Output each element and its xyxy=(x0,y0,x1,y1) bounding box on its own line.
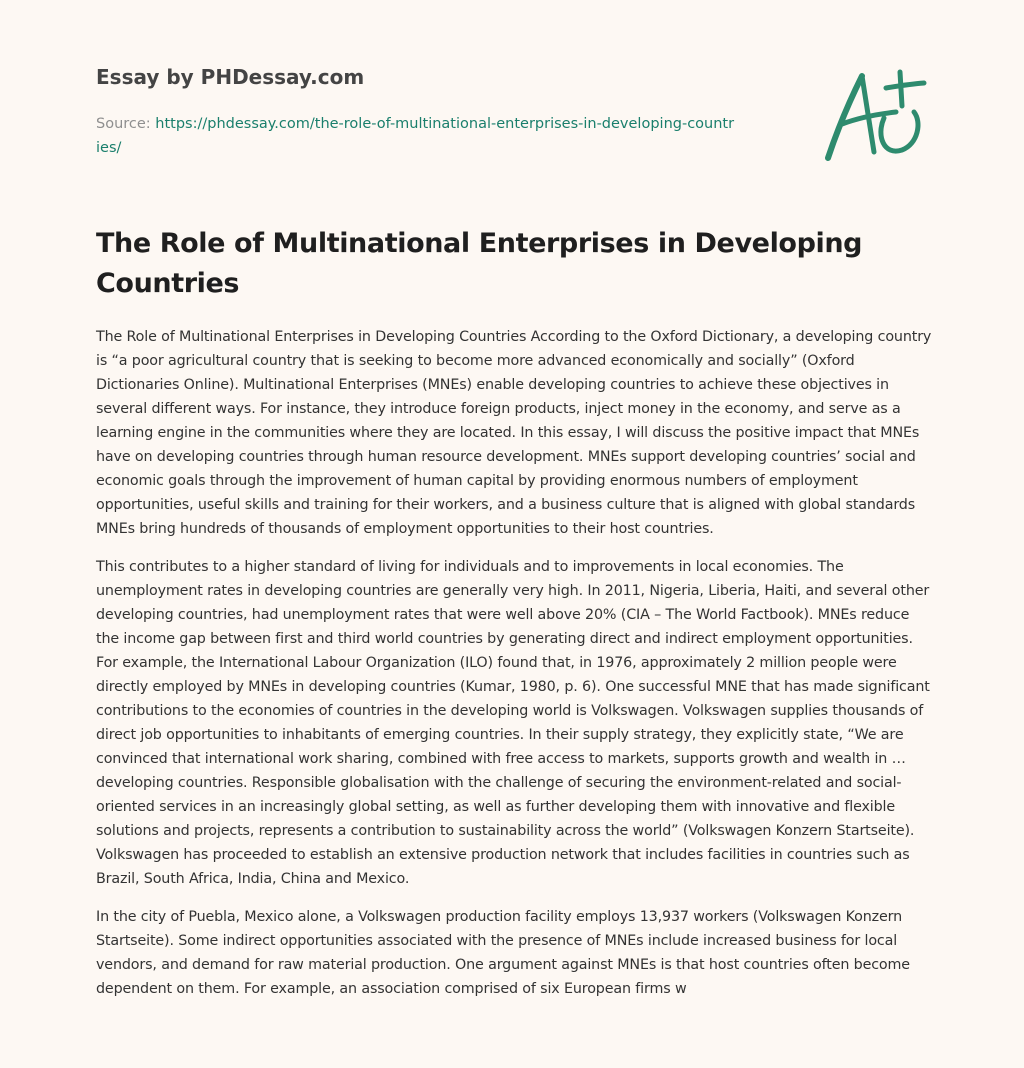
a-plus-grade-icon xyxy=(822,66,928,166)
source-label: Source: xyxy=(96,116,156,132)
essay-body xyxy=(96,325,932,1015)
paragraph: In the city of Puebla, Mexico alone, a Volkswagen production facility employs 13,937 workers (Volkswagen Konzern Startseite). Some indirect opportunities associated with the presence of MNEs include increased business for local vendors, and demand for raw material production. One argument against MNEs is that host countries often become dependent on them. For example, an association comprised of six European firms w xyxy=(96,909,910,997)
essay-header xyxy=(96,62,736,160)
site-title: Essay by PHDessay.com xyxy=(96,65,365,89)
source-link[interactable]: https://phdessay.com/the-role-of-multinational-enterprises-in-developing-countries/ xyxy=(96,116,735,156)
paragraph: This contributes to a higher standard of living for individuals and to improvements in local economies. The unemployment rates in developing countries are generally very high. In 2011, Nigeria, Liberia, Haiti, and several other developing countries, had unemployment rates that were well above 20% (CIA – The World Factbook). MNEs reduce the income gap between first and third world countries by generating direct and indirect employment opportunities. For example, the International Labour Organization (ILO) found that, in 1976, approximately 2 million people were directly employed by MNEs in developing countries (Kumar, 1980, p. 6). One successful MNE that has made significant contributions to the economies of countries in the developing world is Volkswagen. Volkswagen supplies thousands of direct job opportunities to inhabitants of emerging countries. In their supply strategy, they explicitly state, “We are convinced that international work sharing, combined with free access to markets, supports growth and wealth in … developing countries. Responsible globalisation with the challenge of securing the environment-related and social-oriented services in an increasingly global setting, as well as further developing them with innovative and flexible solutions and projects, represents a contribution to sustainability across the world” (Volkswagen Konzern Startseite). Volkswagen has proceeded to establish an extensive production network that includes facilities in countries such as Brazil, South Africa, India, China and Mexico. xyxy=(96,559,930,887)
essay-title: The Role of Multinational Enterprises in Developing Countries xyxy=(96,228,863,299)
source-line xyxy=(96,112,736,160)
paragraph: The Role of Multinational Enterprises in Developing Countries According to the Oxford Dictionary, a developing country is “a poor agricultural country that is seeking to become more advanced economically and socially” (Oxford Dictionaries Online). Multinational Enterprises (MNEs) enable developing countries to achieve these objectives in several different ways. For instance, they introduce foreign products, inject money in the economy, and serve as a learning engine in the communities where they are located. In this essay, I will discuss the positive impact that MNEs have on developing countries through human resource development. MNEs support developing countries’ social and economic goals through the improvement of human capital by providing enormous numbers of employment opportunities, useful skills and training for their workers, and a business culture that is aligned with global standards MNEs bring hundreds of thousands of employment opportunities to their host countries. xyxy=(96,329,932,537)
